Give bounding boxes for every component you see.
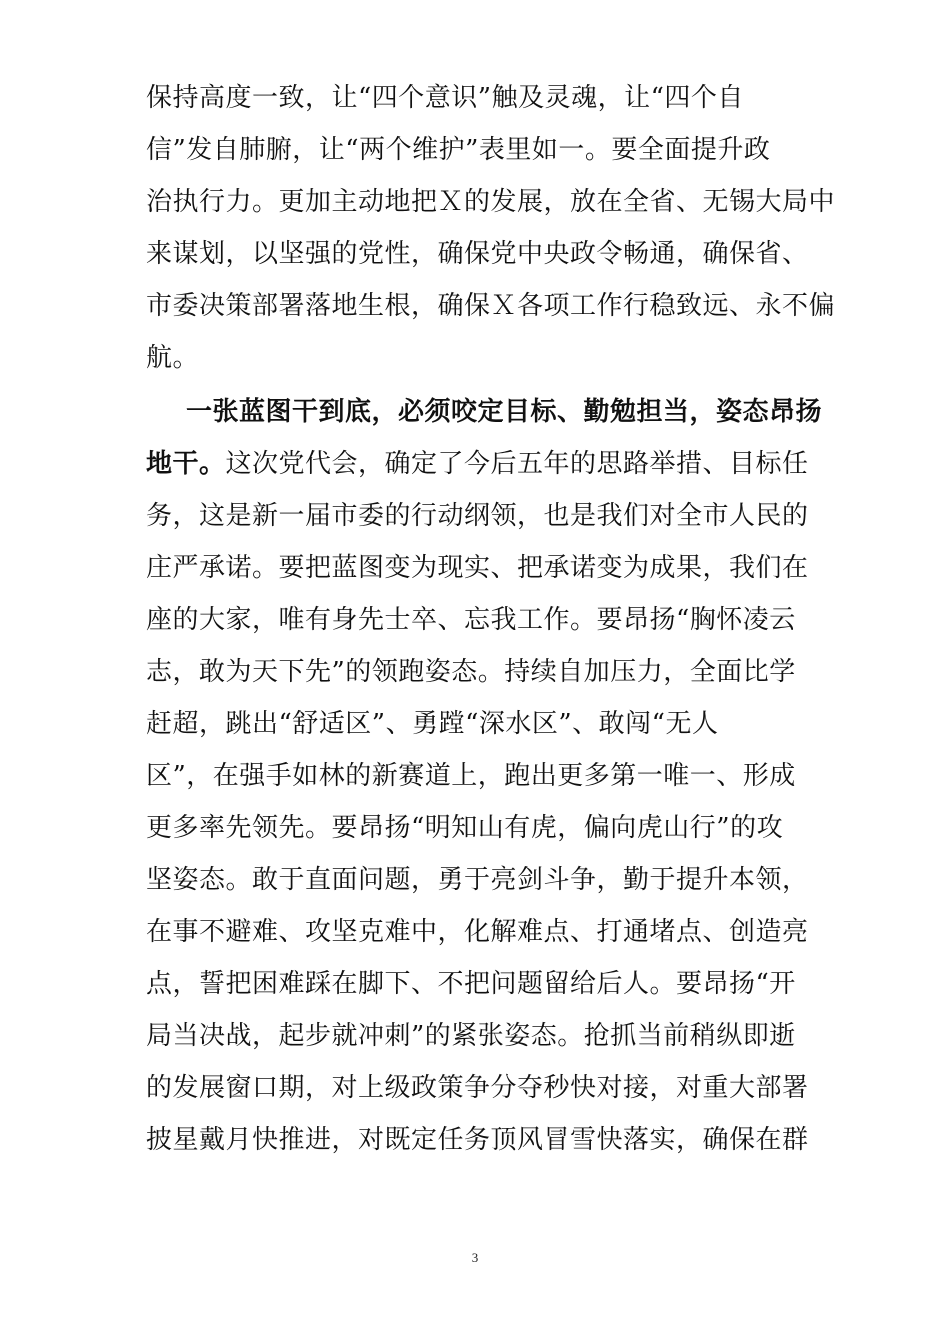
paragraph-2-line: 志，敢为天下先”的领跑姿态。持续自加压力，全面比学: [146, 657, 796, 687]
paragraph-2-line: 的发展窗口期，对上级政策争分夺秒快对接，对重大部署: [146, 1073, 809, 1103]
paragraph-2-heading-tail: 地干。: [146, 449, 226, 479]
paragraph-2-line: 座的大家，唯有身先士卒、忘我工作。要昂扬“胸怀凌云: [146, 605, 796, 635]
paragraph-2-line: 赶超，跳出“舒适区”、勇蹚“深水区”、敢闯“无人: [146, 709, 719, 739]
paragraph-2-line: 披星戴月快推进，对既定任务顶风冒雪快落实，确保在群: [146, 1125, 809, 1155]
paragraph-2-line: 在事不避难、攻坚克难中，化解难点、打通堵点、创造亮: [146, 917, 809, 947]
paragraph-1-line-3: 治执行力。更加主动地把Ｘ的发展，放在全省、无锡大局中: [146, 187, 836, 217]
paragraph-2-line-2-text: 这次党代会，确定了今后五年的思路举措、目标任: [225, 449, 809, 479]
page-number: 3: [471, 1250, 479, 1265]
paragraph-1-line-1: 保持高度一致，让“四个意识”触及灵魂，让“四个自: [146, 83, 744, 113]
paragraph-2-line: 务，这是新一届市委的行动纲领，也是我们对全市人民的: [146, 501, 809, 531]
paragraph-2-line: 更多率先领先。要昂扬“明知山有虎，偏向虎山行”的攻: [146, 813, 784, 843]
paragraph-2-line: 坚姿态。敢于直面问题，勇于亮剑斗争，勤于提升本领，: [146, 865, 809, 895]
paragraph-2-line-2: [0, 438, 950, 490]
paragraph-1-line-5: 市委决策部署落地生根，确保Ｘ各项工作行稳致远、永不偏: [146, 291, 836, 321]
paragraph-1-line-6: 航。: [146, 343, 200, 373]
paragraph-2-line: 庄严承诺。要把蓝图变为现实、把承诺变为成果，我们在: [146, 553, 809, 583]
paragraph-2-line: 点，誓把困难踩在脚下、不把问题留给后人。要昂扬“开: [146, 969, 796, 999]
paragraph-1-line-4: 来谋划，以坚强的党性，确保党中央政令畅通，确保省、: [146, 239, 809, 269]
paragraph-2-line: 局当决战，起步就冲刺”的紧张姿态。抢抓当前稍纵即逝: [146, 1021, 796, 1051]
paragraph-2-line: 区”，在强手如林的新赛道上，跑出更多第一唯一、形成: [146, 761, 796, 791]
paragraph-2-heading-line-1: 一张蓝图干到底，必须咬定目标、勤勉担当，姿态昂扬: [186, 397, 823, 427]
paragraph-1-line-2: 信”发自肺腑，让“两个维护”表里如一。要全面提升政: [146, 135, 771, 165]
